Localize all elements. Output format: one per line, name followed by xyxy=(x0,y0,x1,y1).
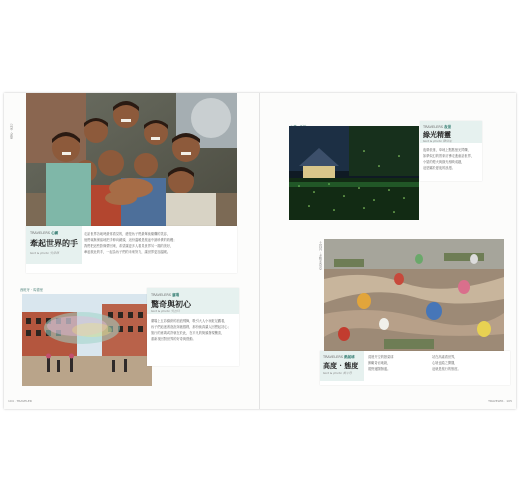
right-page xyxy=(260,93,516,409)
story-title: 綠光精靈 xyxy=(423,130,451,139)
byline: text & photo 吳偉輝 xyxy=(30,251,59,255)
page-folio-left: 104 · TRAVELER xyxy=(8,399,32,403)
kicker: TRAVELERS 廣場 xyxy=(151,293,180,297)
byline: text & photo 吳宜玲 xyxy=(151,309,180,313)
balloons-photo xyxy=(324,239,504,354)
kicker: TRAVELERS 熱氣球 xyxy=(323,355,355,359)
left-page xyxy=(4,93,260,409)
story-body: 廣場上五彩繽紛的泡泡飛舞，吸引大人小孩駐足觀看， 孩子們追逐著泡泡奔跑嬉戲，那份純真讓人回想起初心； 旅行的意義或許就在於此，在平凡的街頭發現驚喜， 重新找回對世界的好奇與感動。 xyxy=(151,319,231,341)
bottom-story-card xyxy=(147,288,239,366)
balloons-photo-image xyxy=(324,239,504,354)
kicker: TRAVELERS 夜景 xyxy=(423,125,452,129)
byline: text & photo 黃宇恩 xyxy=(323,371,352,375)
bubbles-photo-image xyxy=(22,294,152,386)
bottom-right-story-card xyxy=(320,351,510,385)
magazine-spread xyxy=(4,93,516,409)
story-title: 驚奇與初心 xyxy=(151,299,191,309)
fireflies-photo xyxy=(289,126,419,220)
story-body: 走訪世界各地時最常看見的，總是孩子們最單純燦爛的笑容， 他們毫無保留地把手伸向鏡頭，這份溫暖是旅途中最珍貴的收穫； 我們把這些影像帶回來，希望讓更多人看見世界另一端的美好， 牽起彼此的手，一起為孩子們的未來努力，讓世界更加溫暖。 xyxy=(84,232,177,254)
children-photo xyxy=(26,93,237,233)
page-folio-right: TRAVELER · 105 xyxy=(488,399,512,403)
top-right-story-card xyxy=(420,121,482,181)
fireflies-photo-image xyxy=(289,126,419,220)
kicker: TRAVELERS 心願 xyxy=(30,231,59,235)
left-side-label: 公益 · 全球 xyxy=(9,123,13,139)
bottom-side-label: 西班牙 · 馬德里 xyxy=(20,288,43,292)
story-title: 高度 · 態度 xyxy=(323,361,359,370)
bubbles-photo xyxy=(22,294,152,386)
top-story-card xyxy=(26,226,237,273)
byline: text & photo 陳信宏 xyxy=(423,139,452,143)
bottom-side-label: 土耳其 · 卡帕多奇亞 xyxy=(318,241,322,270)
story-body: 夜幕低垂，草地上點點螢光閃爍， 如夢似幻的景象彷彿走進童話世界， 小屋的燈火與綠光相映成趣， 這是屬於夏夜的浪漫。 xyxy=(423,148,474,170)
children-photo-image xyxy=(26,93,237,233)
story-body-left: 清晨升空的熱氣球 俯瞰奇岩地貌， 視野遼闊無邊。 xyxy=(368,355,394,371)
story-body-right: 站在高處看世界， 心境也隨之開闊， 這就是旅行的態度。 xyxy=(432,355,461,371)
story-title: 牽起世界的手 xyxy=(30,238,78,248)
